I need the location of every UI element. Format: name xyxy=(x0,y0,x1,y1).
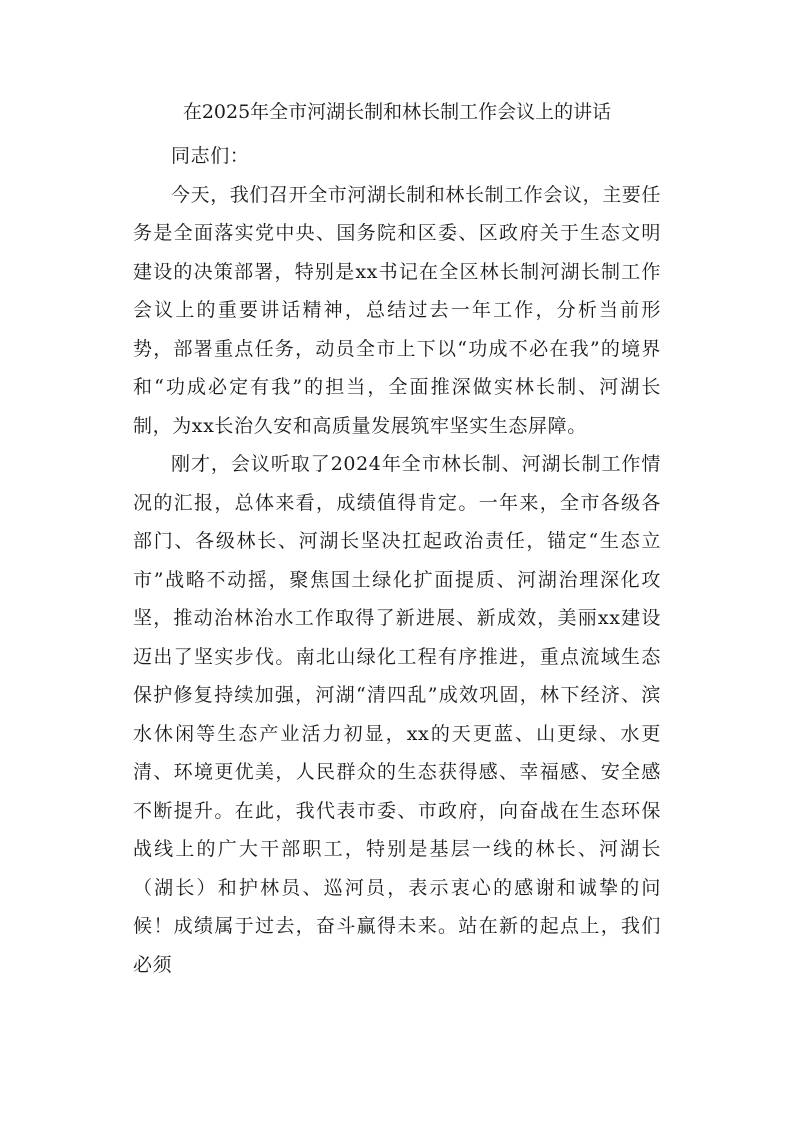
paragraph-2: 刚才，会议听取了2024年全市林长制、河湖长制工作情况的汇报，总体来看，成绩值得肯定。一年来，全市各级各部门、各级林长、河湖长坚决扛起政治责任，锚定“生态立市”战略不动摇，聚焦国土绿化扩面提质、河湖治理深化攻坚，推动治林治水工作取得了新进展、新成效，美丽xx建设迈出了坚实步伐。南北山绿化工程有序推进，重点流域生态保护修复持续加强，河湖“清四乱”成效巩固，林下经济、滨水休闲等生态产业活力初显，xx的天更蓝、山更绿、水更清、环境更优美，人民群众的生态获得感、幸福感、安全感不断提升。在此，我代表市委、市政府，向奋战在生态环保战线上的广大干部职工，特别是基层一线的林长、河湖长（湖长）和护林员、巡河员，表示衷心的感谢和诚挚的问候！成绩属于过去，奋斗赢得未来。站在新的起点上，我们必须 xyxy=(133,453,661,976)
salutation: 同志们： xyxy=(171,145,250,167)
document-title: 在2025年全市河湖长制和林长制工作会议上的讲话 xyxy=(182,101,612,123)
paragraph-1: 今天，我们召开全市河湖长制和林长制工作会议，主要任务是全面落实党中央、国务院和区委、区政府关于生态文明建设的决策部署，特别是xx书记在全区林长制河湖长制工作会议上的重要讲话精神，总结过去一年工作，分析当前形势，部署重点任务，动员全市上下以“功成不必在我”的境界和“功成必定有我”的担当，全面推深做实林长制、河湖长制，为xx长治久安和高质量发展筑牢坚实生态屏障。 xyxy=(133,183,662,437)
document-body xyxy=(133,137,661,984)
